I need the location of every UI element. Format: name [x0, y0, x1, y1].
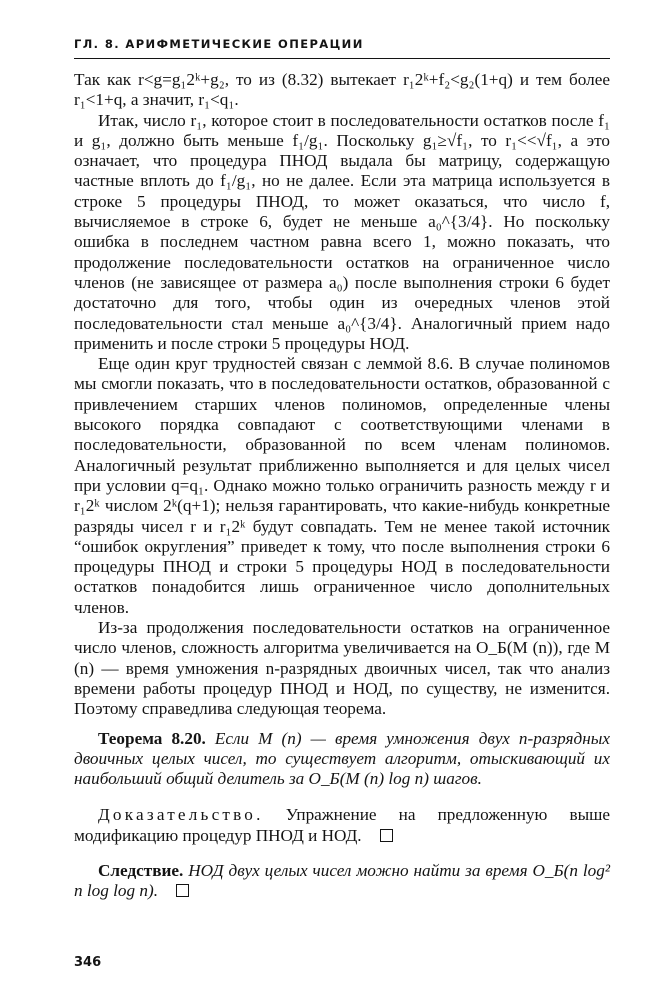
proof-label: Доказательство. [98, 805, 264, 825]
corollary-statement: НОД двух целых чисел можно найти за время O_Б(n log² n log log n). [74, 860, 610, 901]
header-rule [74, 58, 610, 59]
corollary [74, 861, 610, 902]
page-number: 346 [74, 955, 102, 970]
paragraph-1: Так как r<g=g₁2ᵏ+g₂, то из (8.32) вытекает r₁2ᵏ+f₂<g₂(1+q) и тем более r₁<1+q, а значит, r₁<q₁. [74, 70, 610, 110]
proof [74, 805, 610, 846]
running-header: ГЛ. 8. АРИФМЕТИЧЕСКИЕ ОПЕРАЦИИ [74, 37, 364, 51]
paragraph-4: Из-за продолжения последовательности остатков на ограниченное число членов, сложность алгоритма увеличивается на O_Б(M (n)), где M (n) — время умножения n-разрядных двоичных чисел, так что анализ времени работы процедур ПНОД и НОД, по существу, не изменится. Поэтому справедлива следующая теорема. [74, 618, 610, 719]
qed-square-icon [176, 884, 189, 897]
qed-square-icon [380, 829, 393, 842]
proof-text: Упражнение на предложенную выше модификацию процедур ПНОД и НОД. [74, 805, 611, 845]
theorem-label: Теорема 8.20. [98, 728, 206, 748]
corollary-label: Следствие. [98, 860, 184, 880]
paragraph-3: Еще один круг трудностей связан с леммой 8.6. В случае полиномов мы смогли показать, что в последовательности остатков, образованной с привлечением старших членов полиномов, определенные члены высокого порядка совпадают с соответствующими членами в последовательности, образованной по всем членам полиномов. Аналогичный результат приближенно выполняется и для целых чисел при условии q=q₁. Однако можно только ограничить разность между r и r₁2ᵏ числом 2ᵏ(q+1); нельзя гарантировать, что какие-нибудь конкретные разряды чисел r и r₁2ᵏ будут совпадать. Тем не менее такой источник “ошибок округления” приведет к тому, что после выполнения строки 6 процедуры ПНОД и строки 5 процедуры НОД в последовательности остатков понадобится лишь ограниченное число дополнительных членов. [74, 354, 610, 617]
paragraph-2: Итак, число r₁, которое стоит в последовательности остатков после f₁ и g₁, должно быть меньше f₁/g₁. Поскольку g₁≥√f₁, то r₁<<√f₁, а это означает, что процедура ПНОД выдала бы матрицу, содержащую частные вплоть до f₁/g₁, но не далее. Если эта матрица используется в строке 5 процедуры ПНОД, то может оказаться, что число f, вычисляемое в строке 6, будет не меньше a₀^{3/4}. Но поскольку ошибка в последнем частном равна всего 1, можно показать, что продолжение последовательности остатков на ограниченное число членов (не зависящее от размера a₀) после выполнения строки 6 будет достаточно для того, чтобы один из очередных членов этой последовательности стал меньше a₀^{3/4}. Аналогичный прием надо применить и после строки 5 процедуры НОД. [74, 110, 610, 353]
page-body [74, 70, 610, 902]
theorem-8-20 [74, 729, 610, 790]
theorem-statement: Если M (n) — время умножения двух n-разрядных двоичных целых чисел, то существует алгоритм, отыскивающий их наибольший общий делитель за O_Б(M (n) log n) шагов. [74, 728, 610, 789]
